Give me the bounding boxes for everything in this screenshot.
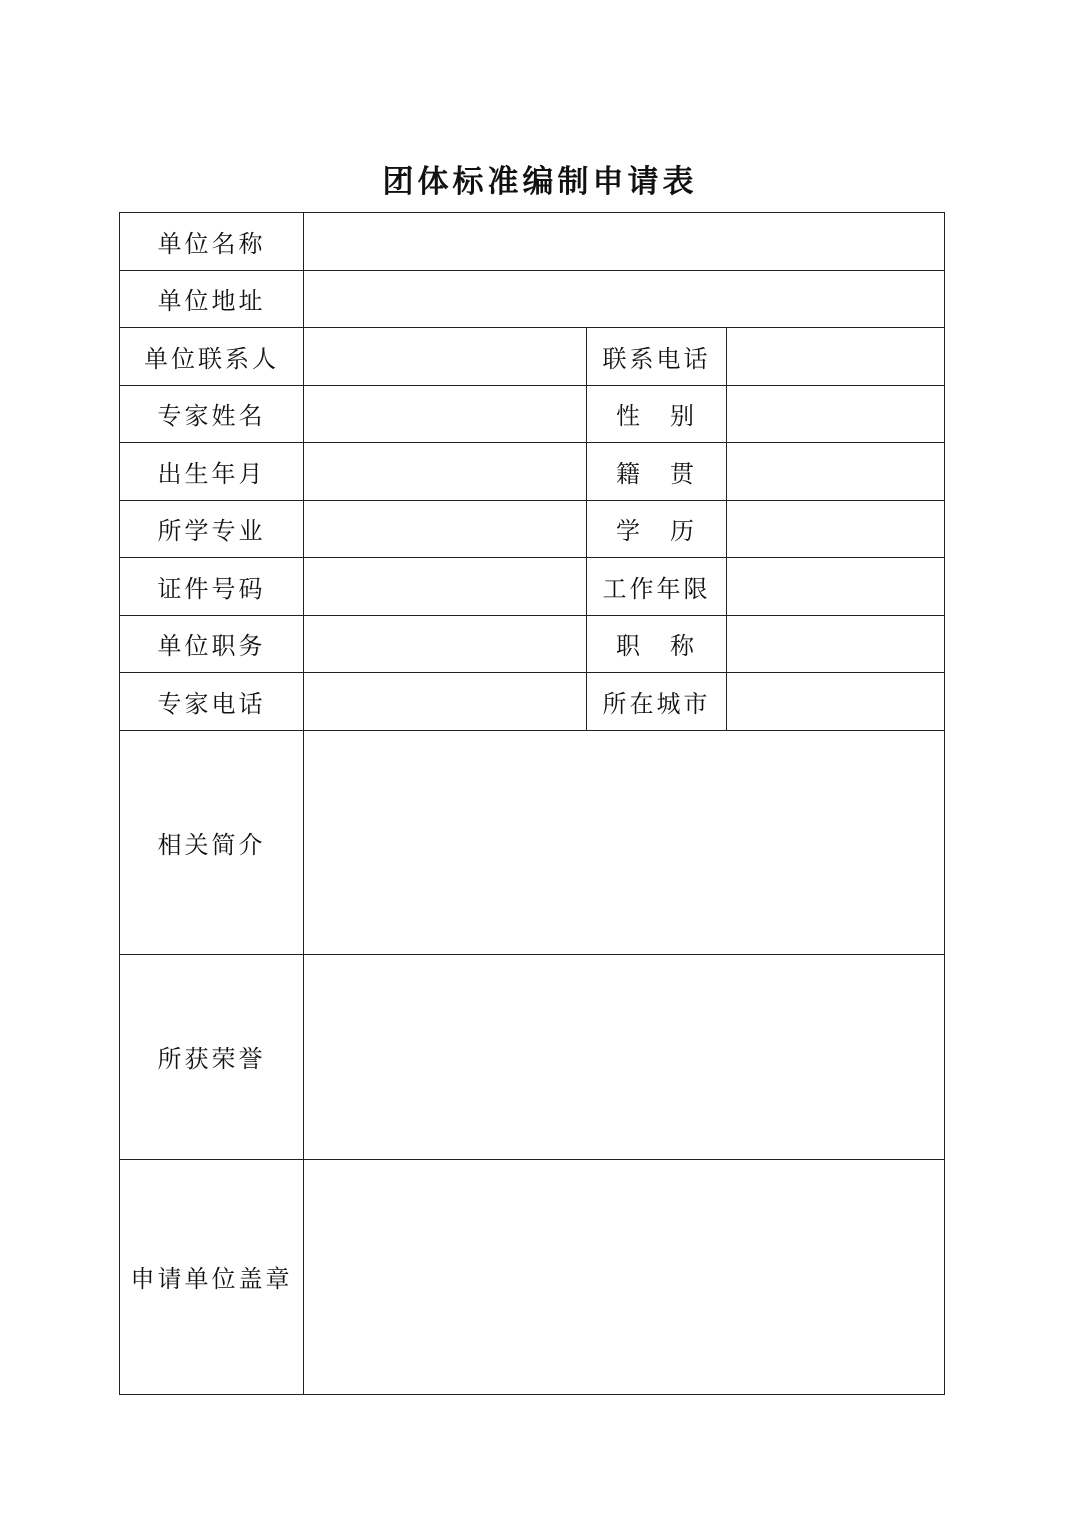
- page-title: 团体标准编制申请表: [382, 164, 698, 200]
- expert-name-field[interactable]: [304, 385, 587, 443]
- gender-field[interactable]: [727, 385, 945, 443]
- city-label: 所在城市: [587, 673, 727, 731]
- row-unit-contact: [120, 328, 945, 386]
- contact-phone-field[interactable]: [727, 328, 945, 386]
- row-honors: [120, 954, 945, 1159]
- row-unit-name: [120, 213, 945, 271]
- unit-name-label: 单位名称: [120, 213, 304, 271]
- unit-contact-label: 单位联系人: [120, 328, 304, 386]
- position-field[interactable]: [304, 615, 587, 673]
- years-label: 工作年限: [587, 558, 727, 616]
- row-intro: [120, 730, 945, 954]
- id-field[interactable]: [304, 558, 587, 616]
- intro-label: 相关简介: [120, 730, 304, 954]
- education-label: 学 历: [587, 500, 727, 558]
- origin-label: 籍 贯: [587, 443, 727, 501]
- major-label: 所学专业: [120, 500, 304, 558]
- id-label: 证件号码: [120, 558, 304, 616]
- intro-field[interactable]: [304, 730, 945, 954]
- seal-field[interactable]: [304, 1159, 945, 1394]
- row-id: [120, 558, 945, 616]
- gender-label: 性 别: [587, 385, 727, 443]
- unit-contact-field[interactable]: [304, 328, 587, 386]
- title-label: 职 称: [587, 615, 727, 673]
- row-unit-address: [120, 270, 945, 328]
- years-field[interactable]: [727, 558, 945, 616]
- row-expert-name: [120, 385, 945, 443]
- contact-phone-label: 联系电话: [587, 328, 727, 386]
- unit-address-field[interactable]: [304, 270, 945, 328]
- application-form-table: [119, 212, 945, 1395]
- row-major: [120, 500, 945, 558]
- expert-phone-field[interactable]: [304, 673, 587, 731]
- row-seal: [120, 1159, 945, 1394]
- birth-label: 出生年月: [120, 443, 304, 501]
- row-position: [120, 615, 945, 673]
- education-field[interactable]: [727, 500, 945, 558]
- birth-field[interactable]: [304, 443, 587, 501]
- honors-field[interactable]: [304, 954, 945, 1159]
- expert-name-label: 专家姓名: [120, 385, 304, 443]
- position-label: 单位职务: [120, 615, 304, 673]
- row-expert-phone: [120, 673, 945, 731]
- row-birth: [120, 443, 945, 501]
- expert-phone-label: 专家电话: [120, 673, 304, 731]
- major-field[interactable]: [304, 500, 587, 558]
- title-field[interactable]: [727, 615, 945, 673]
- city-field[interactable]: [727, 673, 945, 731]
- unit-name-field[interactable]: [304, 213, 945, 271]
- seal-label: 申请单位盖章: [120, 1159, 304, 1394]
- honors-label: 所获荣誉: [120, 954, 304, 1159]
- unit-address-label: 单位地址: [120, 270, 304, 328]
- origin-field[interactable]: [727, 443, 945, 501]
